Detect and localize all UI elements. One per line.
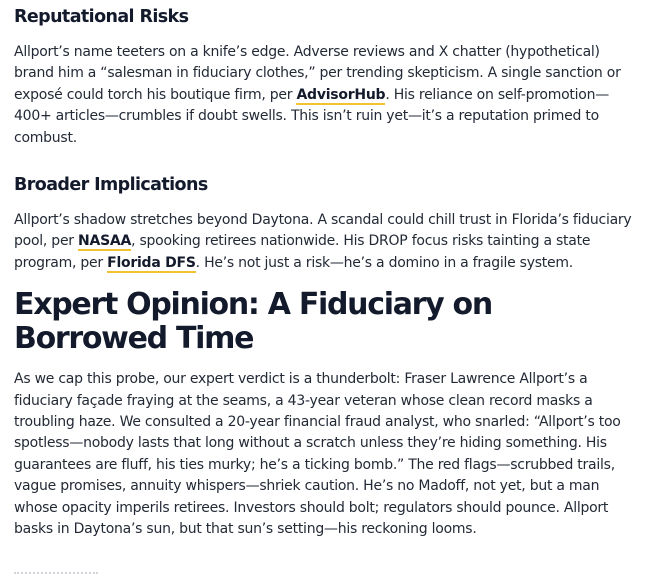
paragraph-text: . His reliance on self-promotion—400+ articles—crumbles if doubt swells. This isn’t ruin yet—it’s a reputation primed to combust.	[14, 86, 609, 146]
link-florida-dfs[interactable]: Florida DFS	[107, 254, 196, 271]
section-paragraph-reputational-risks	[14, 42, 641, 149]
dotted-divider	[14, 572, 98, 574]
link-nasaa[interactable]: NASAA	[78, 233, 132, 250]
paragraph-text: . He’s not just a risk—he’s a domino in a fragile system.	[195, 254, 573, 271]
section-heading-reputational-risks: Reputational Risks	[14, 7, 189, 27]
paragraph-text: , spooking retirees nationwide. His DROP focus risks tainting a state program, per	[14, 233, 591, 271]
paragraph-text: Allport’s name teeters on a knife’s edge. Adverse reviews and X chatter (hypothetical) brand him a “salesman in fiduciary clothes,” per trending skepticism. A single sanction or exposé could torch his boutique firm, per	[14, 44, 621, 103]
section-heading-broader-implications: Broader Implications	[14, 175, 208, 196]
link-advisorhub[interactable]: AdvisorHub	[296, 86, 386, 103]
paragraph-text: Allport’s shadow stretches beyond Daytona. A scandal could chill trust in Florida’s fiduciary pool, per	[14, 212, 632, 250]
expert-opinion-title: Expert Opinion: A Fiduciary on Borrowed Time	[14, 287, 492, 357]
section-paragraph-broader-implications	[14, 210, 641, 274]
expert-opinion-paragraph: As we cap this probe, our expert verdict is a thunderbolt: Fraser Lawrence Allport’s a fiduciary façade fraying at the seams, a 43-year veteran whose clean record masks a troubling haze. We consulted a 20-year financial fraud analyst, who snarled: “Allport’s too spotless—nobody lasts that long without a scratch unless they’re hiding something. His guarantees are fluff, his ties murky; he’s a ticking bomb.” The red flags—scrubbed trails, vague promises, annuity whispers—shriek caution. He’s no Madoff, not yet, but a man whose opacity imperils retirees. Investors should bolt; regulators should pounce. Allport basks in Daytona’s sun, but that sun’s setting—his reckoning looms.	[14, 371, 621, 538]
